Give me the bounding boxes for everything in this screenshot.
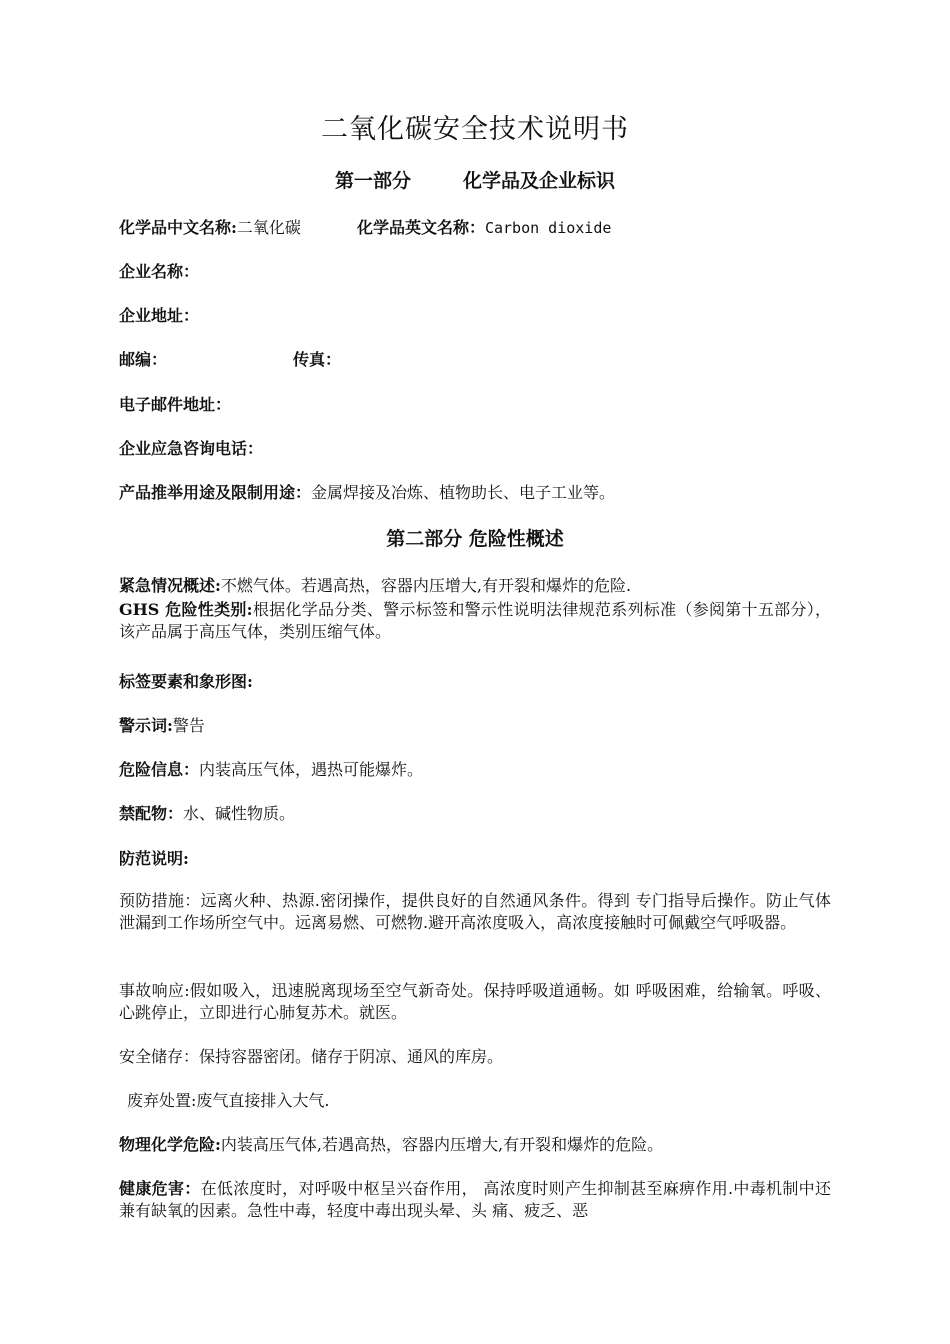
incompatible-label: 禁配物： bbox=[119, 804, 184, 823]
postcode-fax-line bbox=[119, 348, 831, 371]
ghs-value: 根据化学品分类、警示标签和警示性说明法律规范系列标准（参阅第十五部分），该产品属于高压气体，类别压缩气体。 bbox=[119, 600, 831, 641]
storage-line: 安全储存：保持容器密闭。储存于阴凉、通风的库房。 bbox=[119, 1047, 504, 1066]
usage-label: 产品推举用途及限制用途： bbox=[119, 483, 312, 502]
signal-word-value: 警告 bbox=[172, 716, 205, 735]
health-value: 在低浓度时，对呼吸中枢呈兴奋作用， 高浓度时则产生抑制甚至麻痹作用.中毒机制中还兼有缺氧的因素。急性中毒，轻度中毒出现头晕、头 痛、疲乏、恶 bbox=[119, 1179, 831, 1220]
physchem-hazard-line bbox=[119, 1133, 831, 1156]
signal-word-label: 警示词: bbox=[119, 716, 173, 735]
ghs-label: GHS 危险性类别: bbox=[119, 600, 253, 619]
en-name-label: 化学品英文名称： bbox=[356, 218, 485, 237]
postcode-label: 邮编： bbox=[119, 350, 168, 369]
en-name-value: Carbon dioxide bbox=[484, 219, 612, 237]
physchem-value: 内装高压气体,若遇高热，容器内压增大,有开裂和爆炸的危险。 bbox=[220, 1135, 664, 1154]
part1-name: 化学品及企业标识 bbox=[463, 170, 616, 192]
incompatible-line bbox=[119, 802, 831, 825]
email-label: 电子邮件地址： bbox=[119, 395, 232, 414]
hazard-info-line bbox=[119, 758, 831, 781]
response-paragraph: 事故响应:假如吸入，迅速脱离现场至空气新奇处。保持呼吸道通畅。如 呼吸困难，给输氧。呼吸、心跳停止，立即进行心肺复苏术。就医。 bbox=[119, 981, 831, 1022]
signal-word-line bbox=[119, 714, 831, 737]
incompatible-value: 水、碱性物质。 bbox=[183, 804, 296, 823]
disposal-line: 废弃处置:废气直接排入大气. bbox=[127, 1091, 330, 1110]
health-label: 健康危害： bbox=[119, 1179, 201, 1198]
physchem-label: 物理化学危险: bbox=[119, 1135, 221, 1154]
health-hazard-paragraph bbox=[119, 1178, 831, 1222]
ghs-category-paragraph bbox=[119, 599, 831, 643]
document-title: 二氧化碳安全技术说明书 bbox=[321, 114, 629, 145]
emergency-phone-label: 企业应急咨询电话： bbox=[119, 439, 264, 458]
cn-name-value: 二氧化碳 bbox=[236, 218, 301, 237]
label-elements-label: 标签要素和象形图: bbox=[119, 672, 253, 691]
precaution-label: 防范说明: bbox=[119, 849, 189, 868]
cn-name-label: 化学品中文名称: bbox=[119, 218, 237, 237]
part1-label: 第一部分 bbox=[334, 170, 411, 192]
company-address-label: 企业地址： bbox=[119, 306, 200, 325]
fax-label: 传真： bbox=[293, 350, 342, 369]
hazard-info-label: 危险信息： bbox=[119, 760, 200, 779]
usage-value: 金属焊接及冶炼、植物助长、电子工业等。 bbox=[311, 483, 616, 502]
section-heading-part2: 第二部分 危险性概述 bbox=[386, 528, 564, 550]
emergency-overview-value: 不燃气体。若遇高热，容器内压增大,有开裂和爆炸的危险. bbox=[220, 576, 632, 595]
chemical-name-line bbox=[119, 216, 831, 240]
usage-line bbox=[119, 481, 831, 504]
section-heading-part1 bbox=[0, 168, 950, 194]
hazard-info-value: 内装高压气体，遇热可能爆炸。 bbox=[199, 760, 424, 779]
company-name-label: 企业名称： bbox=[119, 262, 200, 281]
prevention-paragraph: 预防措施：远离火种、热源.密闭操作，提供良好的自然通风条件。得到 专门指导后操作。防止气体泄漏到工作场所空气中。远离易燃、可燃物.避开高浓度吸入，高浓度接触时可佩戴空气呼吸器。 bbox=[119, 891, 831, 932]
emergency-overview-line bbox=[119, 574, 831, 597]
emergency-overview-label: 紧急情况概述: bbox=[119, 576, 221, 595]
